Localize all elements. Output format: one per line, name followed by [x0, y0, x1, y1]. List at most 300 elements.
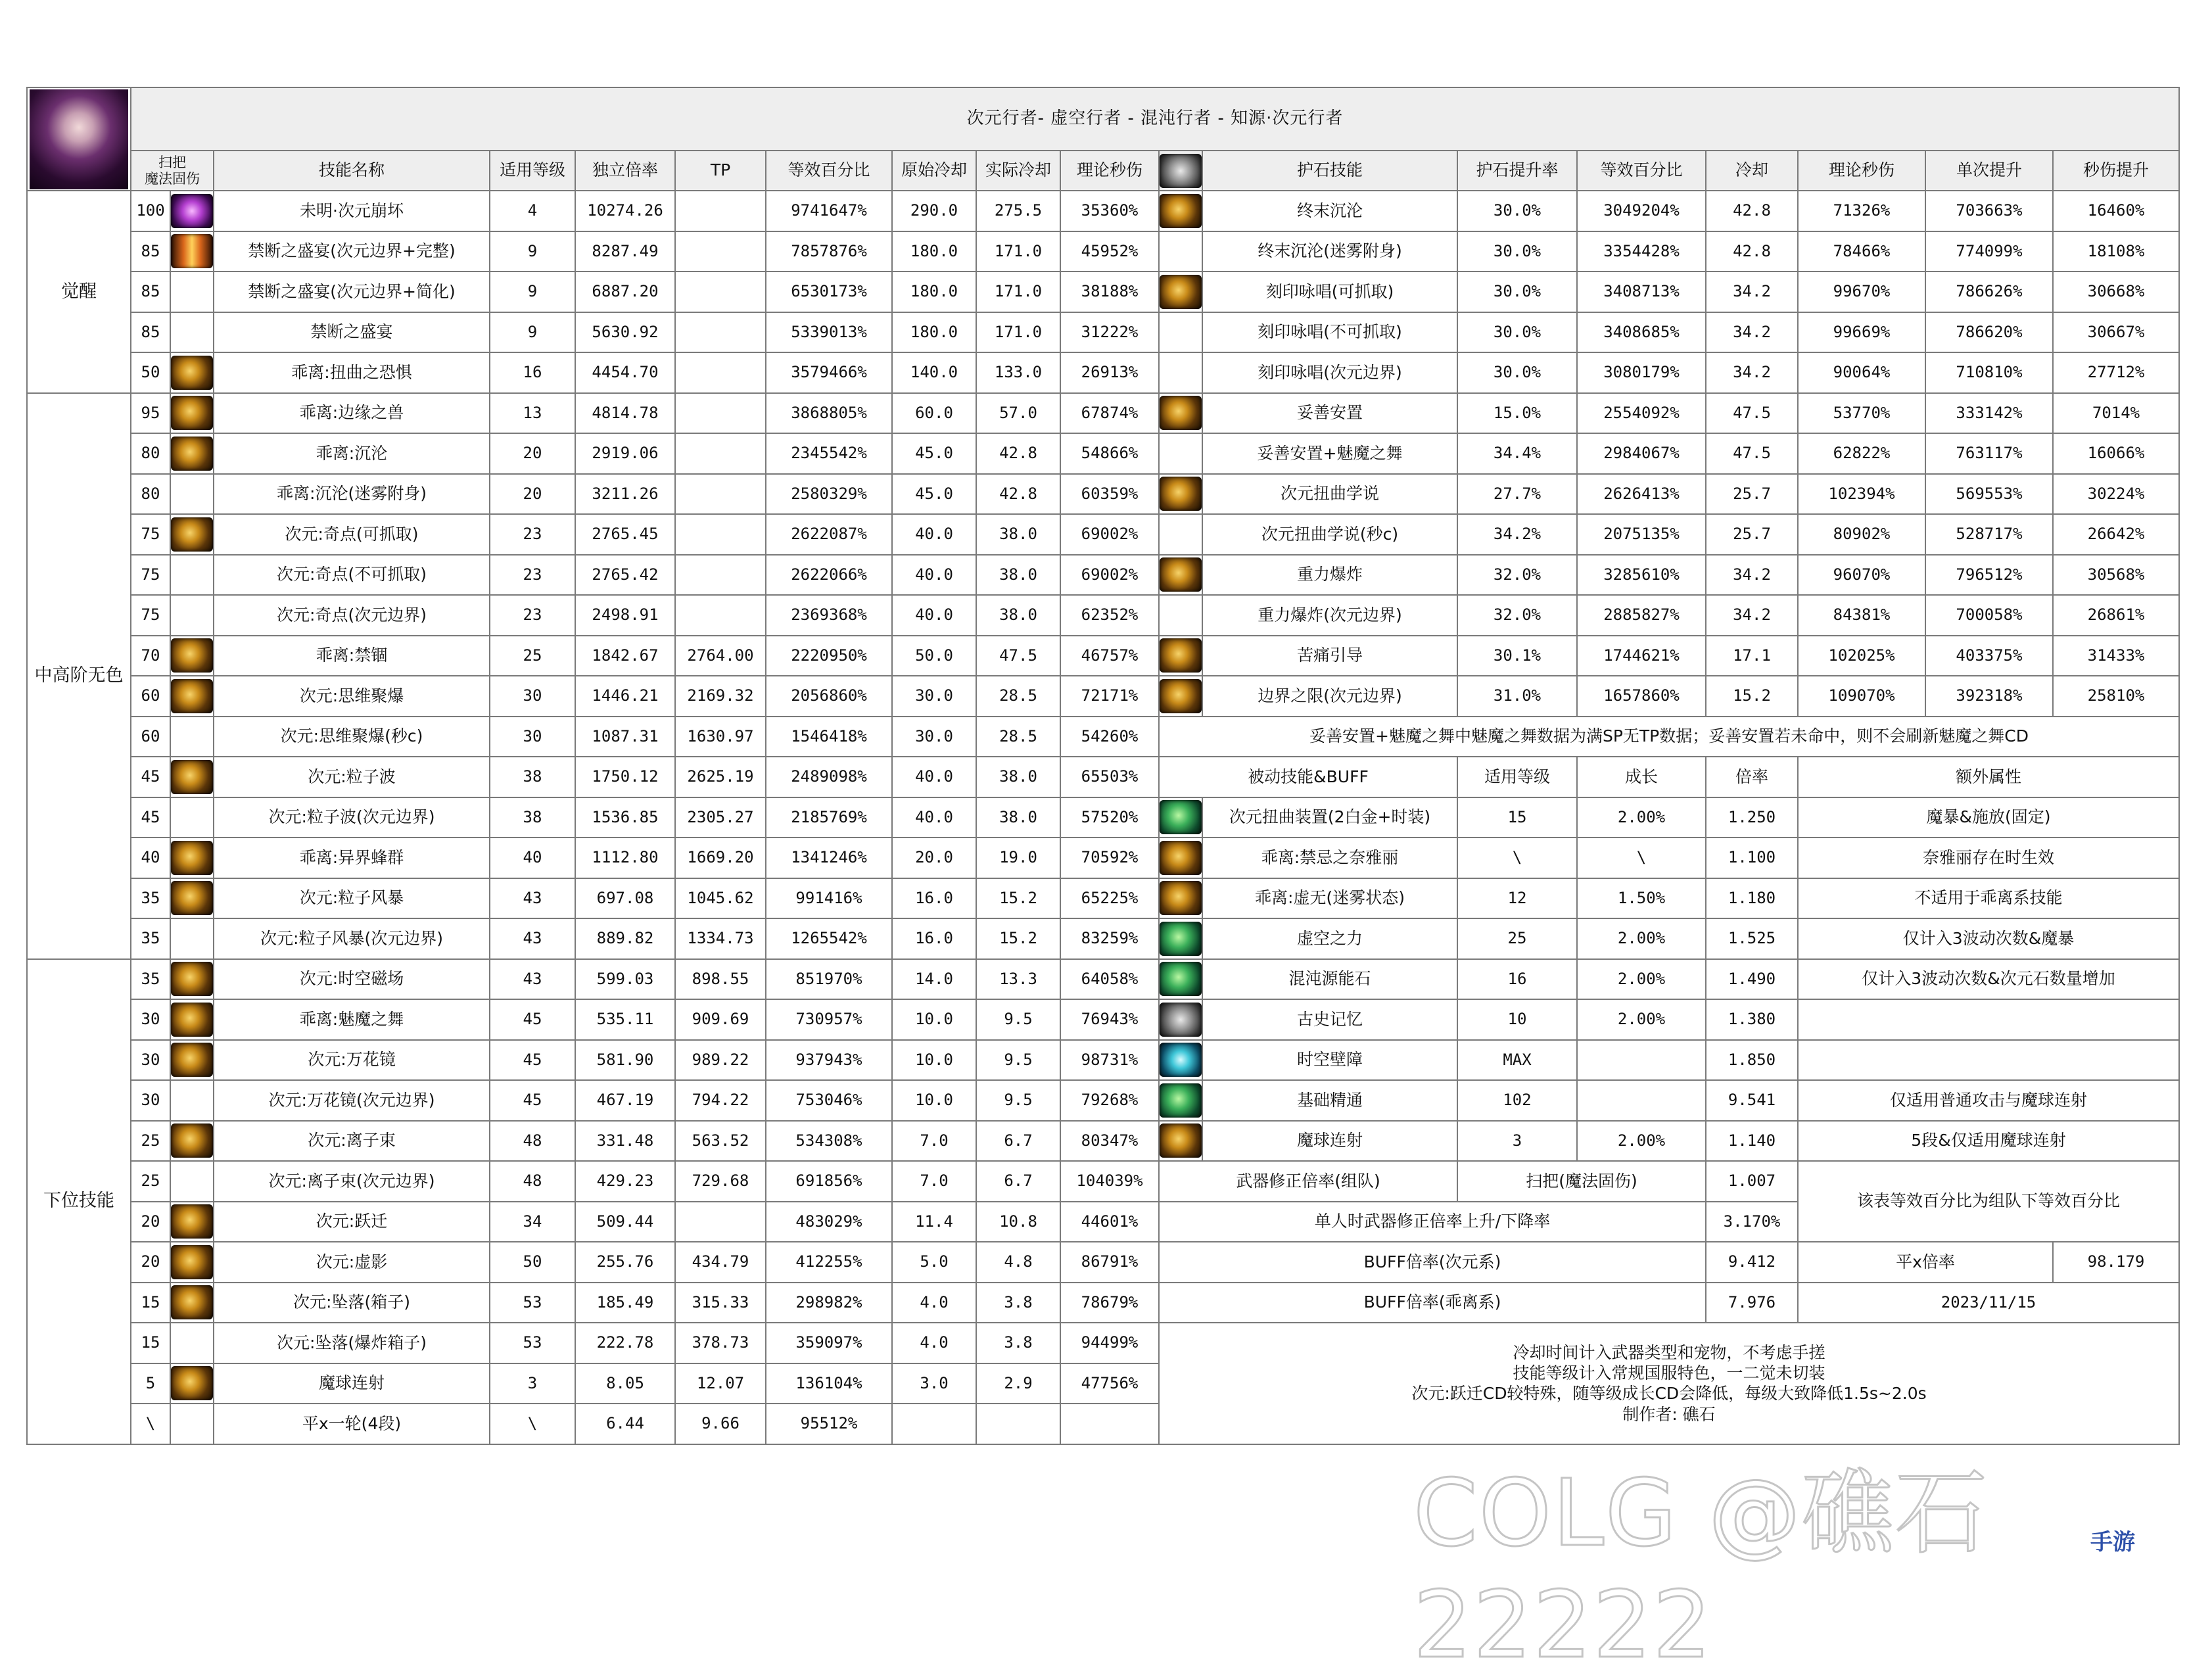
buff-growth: 2.00%	[1577, 797, 1706, 838]
skill-cd-real: 10.8	[976, 1202, 1060, 1242]
skill-icon-cell	[170, 1404, 214, 1444]
skill-dps: 64058%	[1060, 959, 1159, 1000]
skill-icon-cell	[170, 878, 214, 919]
buff-level: 12	[1457, 878, 1577, 919]
category-label: 中高阶无色	[27, 393, 131, 959]
skill-tp	[675, 312, 766, 353]
skill-cd-orig: 16.0	[892, 918, 976, 959]
skill-dps: 45952%	[1060, 231, 1159, 272]
table-row	[27, 393, 2179, 434]
skill-icon-cell	[170, 595, 214, 636]
skill-icon-cell	[170, 1323, 214, 1363]
skill-cd-orig: 20.0	[892, 838, 976, 878]
notes-block	[1159, 1323, 2179, 1444]
rune-dps: 71326%	[1798, 191, 1925, 231]
skill-req-level: 38	[490, 757, 575, 797]
rune-pct: 1744621%	[1577, 636, 1706, 676]
buff-name: 时空壁障	[1202, 1040, 1457, 1081]
skill-level: 35	[131, 878, 170, 919]
rune-cd: 42.8	[1706, 191, 1798, 231]
table-row	[27, 312, 2179, 353]
skill-dps: 31222%	[1060, 312, 1159, 353]
skill-dps: 57520%	[1060, 797, 1159, 838]
skill-level: \	[131, 1404, 170, 1444]
skill-icon-cell	[170, 312, 214, 353]
skill-dps: 38188%	[1060, 272, 1159, 312]
skill-tp: 2625.19	[675, 757, 766, 797]
table-row	[27, 878, 2179, 919]
skill-req-level: 43	[490, 878, 575, 919]
rune-name: 刻印咏唱(不可抓取)	[1202, 312, 1457, 353]
skill-icon	[171, 437, 213, 471]
skill-rate: 331.48	[575, 1121, 675, 1162]
rune-pct: 2075135%	[1577, 514, 1706, 555]
skill-icon	[1160, 1123, 1202, 1158]
rune-single: 528717%	[1925, 514, 2053, 555]
rune-icon-cell	[1159, 312, 1202, 353]
skill-tp: 794.22	[675, 1080, 766, 1121]
skill-tp	[675, 474, 766, 515]
skill-icon-cell	[170, 1242, 214, 1283]
skill-req-level: 16	[490, 352, 575, 393]
skill-cd-real: 15.2	[976, 878, 1060, 919]
rune-name: 终末沉沦(迷雾附身)	[1202, 231, 1457, 272]
buff-rate: 1.140	[1706, 1121, 1798, 1162]
rune-up: 30.0%	[1457, 272, 1577, 312]
skill-tp	[675, 555, 766, 596]
rune-pct: 3354428%	[1577, 231, 1706, 272]
skill-rate: 581.90	[575, 1040, 675, 1081]
skill-icon	[171, 760, 213, 794]
table-row	[27, 514, 2179, 555]
skill-cd-orig: 45.0	[892, 474, 976, 515]
skill-name: 禁断之盛宴(次元边界+完整)	[214, 231, 490, 272]
skill-cd-orig: 140.0	[892, 352, 976, 393]
rune-dpsup: 26642%	[2053, 514, 2179, 555]
table-row	[27, 1161, 2179, 1202]
skill-cd-orig: 11.4	[892, 1202, 976, 1242]
skill-dps: 65503%	[1060, 757, 1159, 797]
header-rune-single: 单次提升	[1925, 151, 2053, 191]
rune-icon-cell	[1159, 555, 1202, 596]
skill-rate: 429.23	[575, 1161, 675, 1202]
rune-name: 终末沉沦	[1202, 191, 1457, 231]
table-row	[27, 838, 2179, 878]
table-row	[27, 272, 2179, 312]
rune-cd: 25.7	[1706, 474, 1798, 515]
buff-rate: 1.100	[1706, 838, 1798, 878]
note-line: 冷却时间计入武器类型和宠物，不考虑手搓	[1513, 1342, 1825, 1362]
skill-cd-orig: 50.0	[892, 636, 976, 676]
skill-tp: 1334.73	[675, 918, 766, 959]
skill-rate: 535.11	[575, 999, 675, 1040]
buff-growth: 2.00%	[1577, 959, 1706, 1000]
skill-tp	[675, 433, 766, 474]
skill-cd-real: 171.0	[976, 312, 1060, 353]
header-level: 适用等级	[490, 151, 575, 191]
skill-tp: 434.79	[675, 1242, 766, 1283]
rune-name: 苦痛引导	[1202, 636, 1457, 676]
buff-level: 10	[1457, 999, 1577, 1040]
skill-cd-real: 2.9	[976, 1363, 1060, 1404]
skill-rate: 8.05	[575, 1363, 675, 1404]
rune-dps: 109070%	[1798, 676, 1925, 717]
rune-single: 786626%	[1925, 272, 2053, 312]
buff-level: MAX	[1457, 1040, 1577, 1081]
skill-tp: 2305.27	[675, 797, 766, 838]
rune-dps: 99669%	[1798, 312, 1925, 353]
skill-req-level: 13	[490, 393, 575, 434]
skill-tp: 898.55	[675, 959, 766, 1000]
buff-icon-cell	[1159, 797, 1202, 838]
skill-icon	[171, 1204, 213, 1239]
skill-icon-cell	[170, 1283, 214, 1323]
skill-name: 次元:粒子波	[214, 757, 490, 797]
buff-level: 15	[1457, 797, 1577, 838]
buff-icon-cell	[1159, 959, 1202, 1000]
table-row	[27, 676, 2179, 717]
skill-req-level: 4	[490, 191, 575, 231]
skill-rate: 222.78	[575, 1323, 675, 1363]
skill-level: 45	[131, 757, 170, 797]
skill-cd-orig: 30.0	[892, 717, 976, 757]
skill-rate: 2498.91	[575, 595, 675, 636]
skill-icon-cell	[170, 918, 214, 959]
skill-cd-real: 171.0	[976, 231, 1060, 272]
skill-dps: 54260%	[1060, 717, 1159, 757]
skill-req-level: 43	[490, 959, 575, 1000]
skill-icon	[1160, 1003, 1202, 1037]
skill-name: 次元:时空磁场	[214, 959, 490, 1000]
rune-cd: 15.2	[1706, 676, 1798, 717]
buff-extra: 奈雅丽存在时生效	[1798, 838, 2179, 878]
skill-icon	[171, 1043, 213, 1077]
skill-level: 80	[131, 474, 170, 515]
header-rune-cd: 冷却	[1706, 151, 1798, 191]
skill-pct: 483029%	[766, 1202, 892, 1242]
skill-icon	[1160, 194, 1202, 228]
skill-level: 85	[131, 312, 170, 353]
skill-level: 15	[131, 1323, 170, 1363]
skill-tp	[675, 352, 766, 393]
skill-rate: 4814.78	[575, 393, 675, 434]
category-label: 下位技能	[27, 959, 131, 1444]
skill-icon	[1160, 679, 1202, 713]
rune-dpsup: 30667%	[2053, 312, 2179, 353]
buff-growth: 2.00%	[1577, 918, 1706, 959]
skill-req-level: 40	[490, 838, 575, 878]
skill-pct: 2580329%	[766, 474, 892, 515]
skill-level: 60	[131, 717, 170, 757]
rune-icon-cell	[1159, 393, 1202, 434]
buff-rate: 9.541	[1706, 1080, 1798, 1121]
skill-rate: 6.44	[575, 1404, 675, 1444]
skill-icon	[171, 638, 213, 673]
pingx-value: 98.179	[2053, 1242, 2179, 1283]
rune-single: 763117%	[1925, 433, 2053, 474]
header-pct: 等效百分比	[766, 151, 892, 191]
skill-name: 乖离:禁锢	[214, 636, 490, 676]
skill-req-level: 45	[490, 999, 575, 1040]
skill-req-level: 53	[490, 1283, 575, 1323]
skill-dps: 72171%	[1060, 676, 1159, 717]
skill-level: 40	[131, 838, 170, 878]
skill-tp: 1630.97	[675, 717, 766, 757]
table-row	[27, 231, 2179, 272]
rune-up: 32.0%	[1457, 595, 1577, 636]
rune-pct: 3408685%	[1577, 312, 1706, 353]
buff-icon-cell	[1159, 999, 1202, 1040]
skill-icon-cell	[170, 231, 214, 272]
rune-header-icon	[1160, 154, 1202, 188]
solo-label: 单人时武器修正倍率上升/下降率	[1159, 1202, 1706, 1242]
skill-cd-orig: 14.0	[892, 959, 976, 1000]
skill-cd-real: 6.7	[976, 1121, 1060, 1162]
skill-pct: 95512%	[766, 1404, 892, 1444]
rune-dps: 62822%	[1798, 433, 1925, 474]
skill-pct: 730957%	[766, 999, 892, 1040]
skill-rate: 2765.42	[575, 555, 675, 596]
skill-cd-real: 9.5	[976, 1080, 1060, 1121]
rune-pct: 3408713%	[1577, 272, 1706, 312]
skill-rate: 509.44	[575, 1202, 675, 1242]
rune-dps: 90064%	[1798, 352, 1925, 393]
skill-dps: 83259%	[1060, 918, 1159, 959]
skill-cd-orig: 10.0	[892, 1080, 976, 1121]
skill-tp	[675, 1202, 766, 1242]
skill-level: 20	[131, 1242, 170, 1283]
skill-name: 次元:粒子风暴(次元边界)	[214, 918, 490, 959]
skill-cd-real: 38.0	[976, 595, 1060, 636]
skill-level: 75	[131, 514, 170, 555]
skill-req-level: 45	[490, 1040, 575, 1081]
skill-tp: 378.73	[675, 1323, 766, 1363]
skill-pct: 1265542%	[766, 918, 892, 959]
rune-icon-cell	[1159, 514, 1202, 555]
rune-up: 15.0%	[1457, 393, 1577, 434]
skill-icon-cell	[170, 393, 214, 434]
skill-cd-orig: 40.0	[892, 555, 976, 596]
skill-rate: 10274.26	[575, 191, 675, 231]
skill-dps: 98731%	[1060, 1040, 1159, 1081]
rune-dpsup: 25810%	[2053, 676, 2179, 717]
skill-cd-orig: 7.0	[892, 1121, 976, 1162]
buff-dim-value: 9.412	[1706, 1242, 1798, 1283]
watermark: COLG @礁石22222	[1413, 1460, 1988, 1679]
skill-icon	[171, 881, 213, 915]
skill-cd-orig: 4.0	[892, 1323, 976, 1363]
buff-extra	[1798, 1040, 2179, 1081]
skill-pct: 691856%	[766, 1161, 892, 1202]
header-rune-dpsup: 秒伤提升	[2053, 151, 2179, 191]
skill-icon-cell	[170, 514, 214, 555]
skill-level: 25	[131, 1121, 170, 1162]
rune-single: 392318%	[1925, 676, 2053, 717]
note-line: 制作者: 礁石	[1622, 1404, 1716, 1424]
rune-icon-cell	[1159, 595, 1202, 636]
skill-level: 15	[131, 1283, 170, 1323]
skill-req-level: 48	[490, 1121, 575, 1162]
skill-rate: 185.49	[575, 1283, 675, 1323]
buff-extra: 仅计入3波动次数&次元石数量增加	[1798, 959, 2179, 1000]
skill-icon-cell	[170, 272, 214, 312]
skill-cd-real: 38.0	[976, 555, 1060, 596]
skill-name: 乖离:魅魔之舞	[214, 999, 490, 1040]
skill-icon-cell	[170, 717, 214, 757]
buff-name: 混沌源能石	[1202, 959, 1457, 1000]
skill-icon-cell	[170, 191, 214, 231]
skill-dps: 44601%	[1060, 1202, 1159, 1242]
skill-name: 次元:思维聚爆	[214, 676, 490, 717]
skill-cd-orig: 30.0	[892, 676, 976, 717]
rune-name: 次元扭曲学说	[1202, 474, 1457, 515]
skill-dps: 65225%	[1060, 878, 1159, 919]
buff-extra: 5段&仅适用魔球连射	[1798, 1121, 2179, 1162]
skill-rate: 1536.85	[575, 797, 675, 838]
skill-pct: 6530173%	[766, 272, 892, 312]
skill-pct: 1341246%	[766, 838, 892, 878]
skill-dps: 54866%	[1060, 433, 1159, 474]
skill-rate: 8287.49	[575, 231, 675, 272]
skill-pct: 2220950%	[766, 636, 892, 676]
skill-icon	[171, 1245, 213, 1279]
rune-single: 703663%	[1925, 191, 2053, 231]
skill-rate: 1087.31	[575, 717, 675, 757]
rune-single: 786620%	[1925, 312, 2053, 353]
skill-name: 禁断之盛宴	[214, 312, 490, 353]
buff-growth	[1577, 1040, 1706, 1081]
rune-pct: 3049204%	[1577, 191, 1706, 231]
skill-cd-orig: 180.0	[892, 312, 976, 353]
skill-req-level: 3	[490, 1363, 575, 1404]
table-row	[27, 555, 2179, 596]
skill-name: 次元:奇点(次元边界)	[214, 595, 490, 636]
skill-cd-real: 171.0	[976, 272, 1060, 312]
skill-icon-cell	[170, 1161, 214, 1202]
skill-cd-real: 275.5	[976, 191, 1060, 231]
rune-pct: 3080179%	[1577, 352, 1706, 393]
skill-icon	[171, 517, 213, 552]
date: 2023/11/15	[1798, 1283, 2179, 1323]
table-row	[27, 595, 2179, 636]
rune-cd: 47.5	[1706, 433, 1798, 474]
skill-pct: 2369368%	[766, 595, 892, 636]
rune-icon-cell	[1159, 433, 1202, 474]
skill-dps	[1060, 1404, 1159, 1444]
buff-level: 3	[1457, 1121, 1577, 1162]
skill-icon-cell	[170, 999, 214, 1040]
table-row	[27, 999, 2179, 1040]
skill-rate: 5630.92	[575, 312, 675, 353]
weapon-rate: 1.007	[1706, 1161, 1798, 1202]
skill-tp	[675, 231, 766, 272]
buff-level: \	[1457, 838, 1577, 878]
buff-name: 乖离:虚无(迷雾状态)	[1202, 878, 1457, 919]
skill-icon	[171, 356, 213, 390]
skill-pct: 753046%	[766, 1080, 892, 1121]
header-cd-orig: 原始冷却	[892, 151, 976, 191]
weapon-label: 武器修正倍率(组队)	[1159, 1161, 1457, 1202]
header-rune-dps: 理论秒伤	[1798, 151, 1925, 191]
skill-pct: 3868805%	[766, 393, 892, 434]
rune-up: 30.0%	[1457, 352, 1577, 393]
table-row	[27, 959, 2179, 1000]
buff-guai-label: BUFF倍率(乖离系)	[1159, 1283, 1706, 1323]
skill-pct: 534308%	[766, 1121, 892, 1162]
rune-up: 34.4%	[1457, 433, 1577, 474]
rune-pct: 1657860%	[1577, 676, 1706, 717]
note-line: 技能等级计入常规国服特色，一二觉未切装	[1513, 1363, 1825, 1383]
rune-dpsup: 16066%	[2053, 433, 2179, 474]
table-row	[27, 717, 2179, 757]
skill-req-level: 30	[490, 717, 575, 757]
skill-icon-cell	[170, 1121, 214, 1162]
skill-icon	[171, 962, 213, 996]
buff-extra	[1798, 999, 2179, 1040]
skill-icon	[1160, 638, 1202, 673]
rune-icon-cell	[1159, 676, 1202, 717]
skill-rate: 255.76	[575, 1242, 675, 1283]
skill-icon	[1160, 275, 1202, 309]
skill-level: 20	[131, 1202, 170, 1242]
skill-icon-cell	[170, 433, 214, 474]
table-row	[27, 636, 2179, 676]
rune-name: 重力爆炸	[1202, 555, 1457, 596]
skill-req-level: 9	[490, 272, 575, 312]
skill-cd-orig: 180.0	[892, 231, 976, 272]
skill-cd-real: 133.0	[976, 352, 1060, 393]
rune-up: 30.0%	[1457, 312, 1577, 353]
rune-dps: 80902%	[1798, 514, 1925, 555]
rune-dps: 96070%	[1798, 555, 1925, 596]
rune-single: 796512%	[1925, 555, 2053, 596]
buff-growth: \	[1577, 838, 1706, 878]
rune-cd: 34.2	[1706, 272, 1798, 312]
skill-rate: 1842.67	[575, 636, 675, 676]
skill-pct: 136104%	[766, 1363, 892, 1404]
header-tp: TP	[675, 151, 766, 191]
skill-cd-real: 4.8	[976, 1242, 1060, 1283]
skill-dps: 78679%	[1060, 1283, 1159, 1323]
skill-cd-real: 19.0	[976, 838, 1060, 878]
skill-pct: 5339013%	[766, 312, 892, 353]
skill-icon-cell	[170, 352, 214, 393]
skill-dps: 26913%	[1060, 352, 1159, 393]
skill-pct: 2345542%	[766, 433, 892, 474]
skill-icon	[1160, 962, 1202, 996]
skill-tp: 989.22	[675, 1040, 766, 1081]
buff-level: 25	[1457, 918, 1577, 959]
skill-dps: 76943%	[1060, 999, 1159, 1040]
buff-icon-cell	[1159, 1121, 1202, 1162]
skill-cd-orig: 290.0	[892, 191, 976, 231]
rune-name: 边界之限(次元边界)	[1202, 676, 1457, 717]
skill-rate: 2919.06	[575, 433, 675, 474]
header-rate: 独立倍率	[575, 151, 675, 191]
skill-name: 乖离:边缘之兽	[214, 393, 490, 434]
buff-icon-cell	[1159, 918, 1202, 959]
rune-dpsup: 26861%	[2053, 595, 2179, 636]
skill-cd-real: 3.8	[976, 1283, 1060, 1323]
skill-req-level: 48	[490, 1161, 575, 1202]
rune-cd: 34.2	[1706, 312, 1798, 353]
skill-icon	[1160, 557, 1202, 592]
buff-growth: 1.50%	[1577, 878, 1706, 919]
skill-icon-cell	[170, 1080, 214, 1121]
rune-dpsup: 27712%	[2053, 352, 2179, 393]
rune-icon-cell	[1159, 231, 1202, 272]
skill-level: 80	[131, 433, 170, 474]
